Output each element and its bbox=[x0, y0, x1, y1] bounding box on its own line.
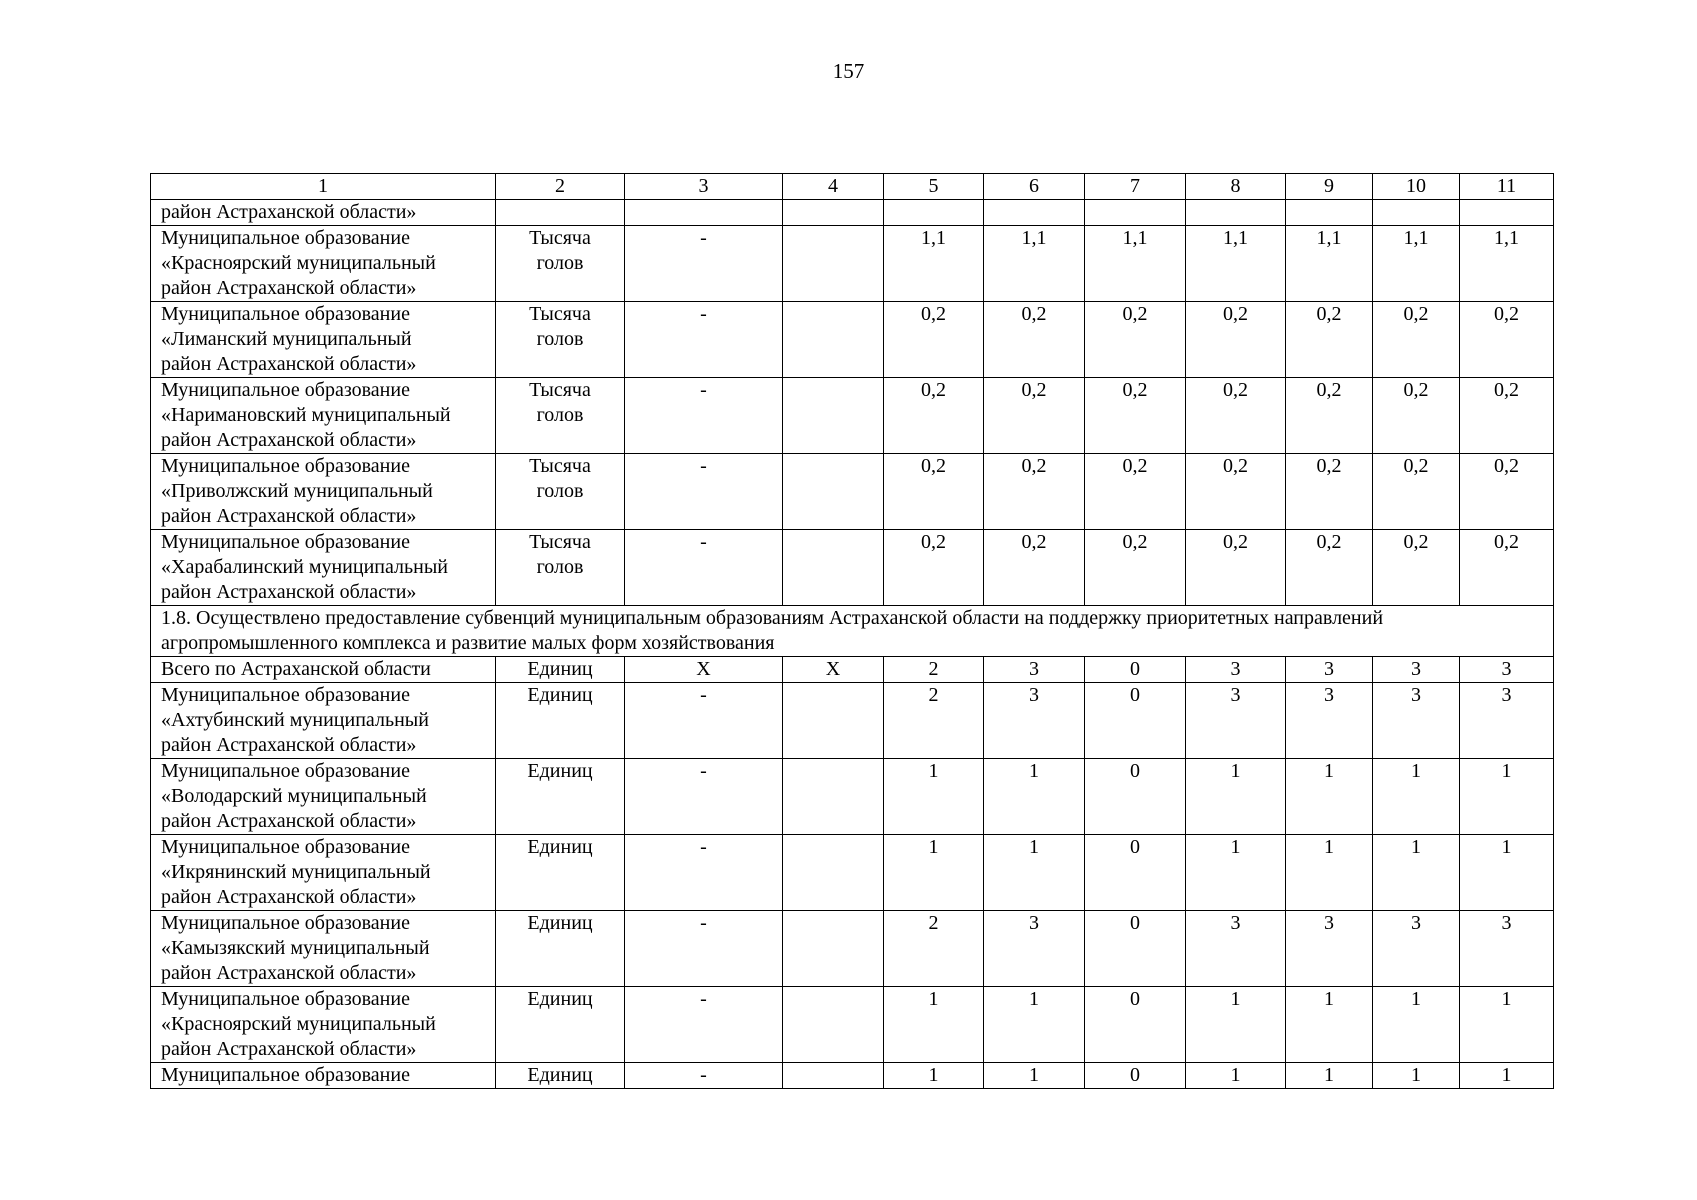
municipality-name-cell bbox=[151, 530, 496, 606]
cell-line: Тысяча bbox=[529, 455, 591, 477]
table-row bbox=[151, 835, 1554, 911]
value-cell: 3 bbox=[984, 911, 1085, 987]
value-cell: 1,1 bbox=[884, 226, 984, 302]
value-cell: 1,1 bbox=[1460, 226, 1554, 302]
value-cell: 3 bbox=[1186, 911, 1286, 987]
cell-line: голов bbox=[536, 328, 584, 350]
cell-line: Тысяча bbox=[529, 303, 591, 325]
column-3-cell: - bbox=[625, 378, 783, 454]
column-3-cell: - bbox=[625, 987, 783, 1063]
cell-line: «Харабалинский муниципальный bbox=[161, 556, 448, 578]
column-3-cell: - bbox=[625, 302, 783, 378]
value-cell: 1 bbox=[1186, 987, 1286, 1063]
value-cell: 1 bbox=[1460, 759, 1554, 835]
cell-line: Единиц bbox=[527, 684, 593, 706]
column-number: 10 bbox=[1373, 174, 1460, 200]
unit-cell bbox=[496, 835, 625, 911]
unit-cell bbox=[496, 530, 625, 606]
table-row bbox=[151, 987, 1554, 1063]
column-3-cell: - bbox=[625, 835, 783, 911]
value-cell: 0,2 bbox=[1286, 530, 1373, 606]
cell-line: район Астраханской области» bbox=[161, 1038, 417, 1060]
cell-line: голов bbox=[536, 404, 584, 426]
value-cell: 0 bbox=[1085, 1063, 1186, 1089]
column-number: 5 bbox=[884, 174, 984, 200]
value-cell: 1 bbox=[984, 987, 1085, 1063]
value-cell: 0,2 bbox=[884, 302, 984, 378]
column-3-cell: - bbox=[625, 226, 783, 302]
table-row bbox=[151, 683, 1554, 759]
cell-line: Муниципальное образование bbox=[161, 303, 410, 325]
value-cell: 1 bbox=[884, 987, 984, 1063]
cell-line: «Ахтубинский муниципальный bbox=[161, 709, 429, 731]
table-row bbox=[151, 530, 1554, 606]
value-cell: 0 bbox=[1085, 987, 1186, 1063]
cell-line: «Красноярский муниципальный bbox=[161, 252, 436, 274]
value-cell: 0,2 bbox=[1085, 454, 1186, 530]
table-row bbox=[151, 302, 1554, 378]
value-cell bbox=[984, 200, 1085, 226]
value-cell: 0,2 bbox=[884, 454, 984, 530]
column-4-cell bbox=[783, 1063, 884, 1089]
value-cell: 0,2 bbox=[1186, 530, 1286, 606]
cell-line: «Приволжский муниципальный bbox=[161, 480, 433, 502]
municipality-name-cell bbox=[151, 454, 496, 530]
value-cell: 3 bbox=[984, 657, 1085, 683]
value-cell: 3 bbox=[1186, 683, 1286, 759]
column-3-cell: - bbox=[625, 911, 783, 987]
value-cell: 0,2 bbox=[1373, 378, 1460, 454]
table-row bbox=[151, 200, 1554, 226]
unit-cell bbox=[496, 657, 625, 683]
cell-line: «Икрянинский муниципальный bbox=[161, 861, 431, 883]
column-number: 1 bbox=[151, 174, 496, 200]
cell-line: Муниципальное образование bbox=[161, 912, 410, 934]
value-cell bbox=[1460, 200, 1554, 226]
cell-line: 1.8. Осуществлено предоставление субвенций муниципальным образованиям Астраханской области на поддержку приоритетных направлений bbox=[161, 607, 1384, 629]
column-4-cell bbox=[783, 987, 884, 1063]
value-cell: 1 bbox=[1460, 1063, 1554, 1089]
section-heading bbox=[151, 606, 1554, 657]
value-cell bbox=[1085, 200, 1186, 226]
value-cell: 1 bbox=[884, 835, 984, 911]
value-cell: 3 bbox=[1373, 683, 1460, 759]
value-cell: 3 bbox=[1460, 683, 1554, 759]
value-cell: 3 bbox=[1460, 911, 1554, 987]
value-cell: 0,2 bbox=[1460, 530, 1554, 606]
value-cell: 0,2 bbox=[984, 378, 1085, 454]
value-cell: 1 bbox=[884, 1063, 984, 1089]
column-number: 6 bbox=[984, 174, 1085, 200]
cell-line: Муниципальное образование bbox=[161, 988, 410, 1010]
cell-line: Муниципальное образование bbox=[161, 760, 410, 782]
column-3-cell: - bbox=[625, 1063, 783, 1089]
value-cell: 0,2 bbox=[1186, 454, 1286, 530]
cell-line: Единиц bbox=[527, 1064, 593, 1086]
municipality-name-cell bbox=[151, 1063, 496, 1089]
value-cell: 1 bbox=[1286, 987, 1373, 1063]
value-cell: 1 bbox=[1186, 835, 1286, 911]
value-cell: 2 bbox=[884, 911, 984, 987]
column-4-cell bbox=[783, 454, 884, 530]
value-cell: 3 bbox=[1286, 657, 1373, 683]
value-cell: 3 bbox=[1286, 683, 1373, 759]
section-heading-row bbox=[151, 606, 1554, 657]
cell-line: Муниципальное образование bbox=[161, 455, 410, 477]
value-cell: 0,2 bbox=[1460, 378, 1554, 454]
value-cell: 2 bbox=[884, 657, 984, 683]
cell-line: Муниципальное образование bbox=[161, 684, 410, 706]
unit-cell bbox=[496, 683, 625, 759]
value-cell: 0 bbox=[1085, 683, 1186, 759]
cell-line: «Камызякский муниципальный bbox=[161, 937, 430, 959]
unit-cell bbox=[496, 987, 625, 1063]
value-cell: 1,1 bbox=[984, 226, 1085, 302]
column-number: 3 bbox=[625, 174, 783, 200]
column-4-cell bbox=[783, 226, 884, 302]
data-table-container bbox=[150, 173, 1553, 1089]
value-cell: 0 bbox=[1085, 911, 1186, 987]
cell-line: Всего по Астраханской области bbox=[161, 658, 431, 680]
column-3-cell: - bbox=[625, 530, 783, 606]
value-cell: 0,2 bbox=[1373, 530, 1460, 606]
municipality-name-cell bbox=[151, 226, 496, 302]
column-3-cell: - bbox=[625, 759, 783, 835]
value-cell bbox=[884, 200, 984, 226]
value-cell: 0,2 bbox=[1460, 454, 1554, 530]
value-cell: 0,2 bbox=[1286, 302, 1373, 378]
column-3-cell bbox=[625, 200, 783, 226]
column-4-cell bbox=[783, 683, 884, 759]
table-body bbox=[151, 174, 1554, 1089]
cell-line: голов bbox=[536, 480, 584, 502]
municipality-name-cell bbox=[151, 200, 496, 226]
value-cell: 0,2 bbox=[984, 530, 1085, 606]
cell-line: район Астраханской области» bbox=[161, 581, 417, 603]
value-cell: 0,2 bbox=[1286, 378, 1373, 454]
column-number: 2 bbox=[496, 174, 625, 200]
cell-line: «Володарский муниципальный bbox=[161, 785, 427, 807]
value-cell: 1,1 bbox=[1085, 226, 1186, 302]
cell-line: Муниципальное образование bbox=[161, 1064, 410, 1086]
cell-line: район Астраханской области» bbox=[161, 201, 417, 223]
value-cell: 1,1 bbox=[1186, 226, 1286, 302]
cell-line: район Астраханской области» bbox=[161, 810, 417, 832]
unit-cell bbox=[496, 378, 625, 454]
value-cell: 0,2 bbox=[1085, 378, 1186, 454]
cell-line: Муниципальное образование bbox=[161, 836, 410, 858]
unit-cell bbox=[496, 226, 625, 302]
value-cell: 0,2 bbox=[1085, 530, 1186, 606]
page-number: 157 bbox=[832, 59, 865, 83]
column-4-cell bbox=[783, 911, 884, 987]
cell-line: «Красноярский муниципальный bbox=[161, 1013, 436, 1035]
column-4-cell bbox=[783, 302, 884, 378]
column-3-cell: Х bbox=[625, 657, 783, 683]
value-cell: 2 bbox=[884, 683, 984, 759]
column-3-cell: - bbox=[625, 683, 783, 759]
column-4-cell bbox=[783, 200, 884, 226]
column-4-cell bbox=[783, 835, 884, 911]
unit-cell bbox=[496, 302, 625, 378]
table-row bbox=[151, 226, 1554, 302]
cell-line: «Лиманский муниципальный bbox=[161, 328, 412, 350]
value-cell: 0,2 bbox=[1085, 302, 1186, 378]
value-cell: 1 bbox=[1460, 987, 1554, 1063]
municipality-name-cell bbox=[151, 683, 496, 759]
value-cell: 0,2 bbox=[1460, 302, 1554, 378]
cell-line: район Астраханской области» bbox=[161, 962, 417, 984]
column-3-cell: - bbox=[625, 454, 783, 530]
column-number: 11 bbox=[1460, 174, 1554, 200]
value-cell: 3 bbox=[1373, 657, 1460, 683]
cell-line: Тысяча bbox=[529, 227, 591, 249]
value-cell: 0,2 bbox=[1286, 454, 1373, 530]
unit-cell bbox=[496, 911, 625, 987]
cell-line: Муниципальное образование bbox=[161, 227, 410, 249]
table-row bbox=[151, 759, 1554, 835]
value-cell: 1 bbox=[984, 759, 1085, 835]
cell-line: агропромышленного комплекса и развитие малых форм хозяйствования bbox=[161, 632, 775, 654]
value-cell: 1 bbox=[1186, 1063, 1286, 1089]
value-cell: 1,1 bbox=[1286, 226, 1373, 302]
cell-line: Единиц bbox=[527, 836, 593, 858]
municipality-name-cell bbox=[151, 657, 496, 683]
column-4-cell: Х bbox=[783, 657, 884, 683]
unit-cell bbox=[496, 200, 625, 226]
cell-line: Тысяча bbox=[529, 379, 591, 401]
value-cell: 0,2 bbox=[984, 454, 1085, 530]
column-number: 9 bbox=[1286, 174, 1373, 200]
value-cell: 1 bbox=[1373, 759, 1460, 835]
value-cell: 0,2 bbox=[884, 378, 984, 454]
value-cell: 1 bbox=[1286, 1063, 1373, 1089]
table-row bbox=[151, 454, 1554, 530]
value-cell: 0,2 bbox=[1186, 302, 1286, 378]
municipality-name-cell bbox=[151, 378, 496, 454]
value-cell: 1 bbox=[884, 759, 984, 835]
value-cell: 0 bbox=[1085, 835, 1186, 911]
cell-line: район Астраханской области» bbox=[161, 277, 417, 299]
municipality-name-cell bbox=[151, 987, 496, 1063]
value-cell: 1 bbox=[1286, 759, 1373, 835]
unit-cell bbox=[496, 1063, 625, 1089]
value-cell: 0 bbox=[1085, 657, 1186, 683]
value-cell: 1 bbox=[1460, 835, 1554, 911]
cell-line: Единиц bbox=[527, 988, 593, 1010]
value-cell: 0,2 bbox=[1186, 378, 1286, 454]
value-cell bbox=[1373, 200, 1460, 226]
value-cell bbox=[1186, 200, 1286, 226]
column-4-cell bbox=[783, 378, 884, 454]
value-cell: 1 bbox=[1373, 1063, 1460, 1089]
cell-line: Единиц bbox=[527, 760, 593, 782]
value-cell: 1 bbox=[1286, 835, 1373, 911]
table-row bbox=[151, 378, 1554, 454]
value-cell: 0,2 bbox=[984, 302, 1085, 378]
value-cell: 0 bbox=[1085, 759, 1186, 835]
unit-cell bbox=[496, 759, 625, 835]
cell-line: Муниципальное образование bbox=[161, 379, 410, 401]
column-number-row bbox=[151, 174, 1554, 200]
cell-line: район Астраханской области» bbox=[161, 886, 417, 908]
table-row bbox=[151, 657, 1554, 683]
column-number: 8 bbox=[1186, 174, 1286, 200]
value-cell: 3 bbox=[1460, 657, 1554, 683]
cell-line: район Астраханской области» bbox=[161, 429, 417, 451]
cell-line: Тысяча bbox=[529, 531, 591, 553]
value-cell: 0,2 bbox=[1373, 454, 1460, 530]
cell-line: район Астраханской области» bbox=[161, 734, 417, 756]
cell-line: район Астраханской области» bbox=[161, 505, 417, 527]
value-cell: 1 bbox=[1373, 987, 1460, 1063]
value-cell: 0,2 bbox=[884, 530, 984, 606]
data-table bbox=[150, 173, 1554, 1089]
value-cell bbox=[1286, 200, 1373, 226]
cell-line: Единиц bbox=[527, 912, 593, 934]
value-cell: 3 bbox=[1186, 657, 1286, 683]
value-cell: 3 bbox=[1286, 911, 1373, 987]
column-4-cell bbox=[783, 759, 884, 835]
value-cell: 1 bbox=[984, 1063, 1085, 1089]
cell-line: Муниципальное образование bbox=[161, 531, 410, 553]
municipality-name-cell bbox=[151, 759, 496, 835]
value-cell: 1 bbox=[1373, 835, 1460, 911]
value-cell: 1 bbox=[1186, 759, 1286, 835]
value-cell: 3 bbox=[1373, 911, 1460, 987]
value-cell: 3 bbox=[984, 683, 1085, 759]
column-number: 7 bbox=[1085, 174, 1186, 200]
value-cell: 1 bbox=[984, 835, 1085, 911]
cell-line: район Астраханской области» bbox=[161, 353, 417, 375]
column-number: 4 bbox=[783, 174, 884, 200]
cell-line: Единиц bbox=[527, 658, 593, 680]
municipality-name-cell bbox=[151, 835, 496, 911]
table-row bbox=[151, 1063, 1554, 1089]
column-4-cell bbox=[783, 530, 884, 606]
unit-cell bbox=[496, 454, 625, 530]
municipality-name-cell bbox=[151, 911, 496, 987]
value-cell: 1,1 bbox=[1373, 226, 1460, 302]
table-row bbox=[151, 911, 1554, 987]
cell-line: «Наримановский муниципальный bbox=[161, 404, 451, 426]
cell-line: голов bbox=[536, 556, 584, 578]
municipality-name-cell bbox=[151, 302, 496, 378]
cell-line: голов bbox=[536, 252, 584, 274]
value-cell: 0,2 bbox=[1373, 302, 1460, 378]
